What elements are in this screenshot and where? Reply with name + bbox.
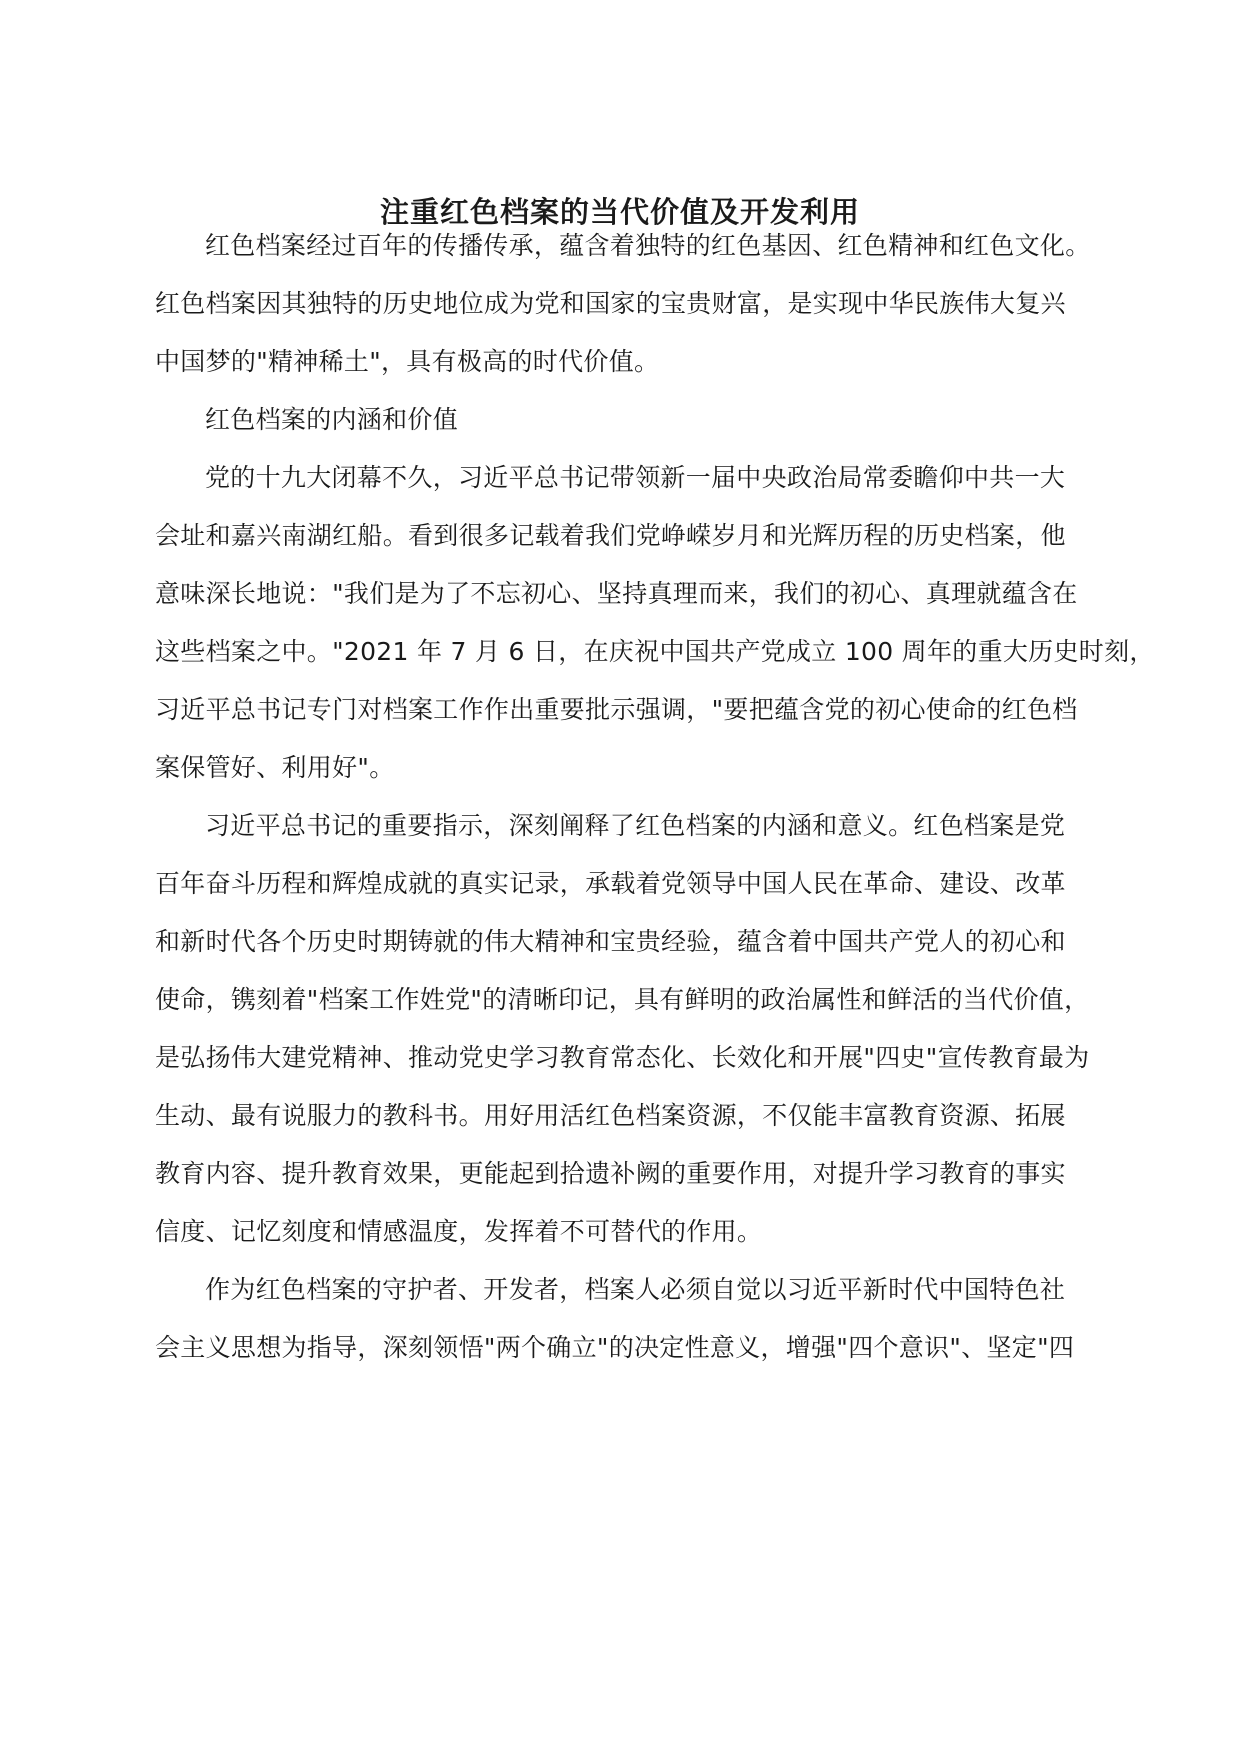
paragraph-2-line-4: 这些档案之中。"2021 年 7 月 6 日，在庆祝中国共产党成立 100 周年的重大历史时刻， <box>155 637 1155 666</box>
paragraph-3-line-4: 使命，镌刻着"档案工作姓党"的清晰印记，具有鲜明的政治属性和鲜活的当代价值， <box>155 985 1090 1014</box>
paragraph-3-line-6: 生动、最有说服力的教科书。用好用活红色档案资源，不仅能丰富教育资源、拓展 <box>155 1101 1066 1130</box>
paragraph-3-line-2: 百年奋斗历程和辉煌成就的真实记录，承载着党领导中国人民在革命、建设、改革 <box>155 869 1066 898</box>
paragraph-3-line-3: 和新时代各个历史时期铸就的伟大精神和宝贵经验，蕴含着中国共产党人的初心和 <box>155 927 1066 956</box>
paragraph-2-line-1: 党的十九大闭幕不久，习近平总书记带领新一届中央政治局常委瞻仰中共一大 <box>205 463 1066 492</box>
paragraph-3-line-7: 教育内容、提升教育效果，更能起到拾遗补阙的重要作用，对提升学习教育的事实 <box>155 1159 1066 1188</box>
paragraph-1-line-1: 红色档案经过百年的传播传承，蕴含着独特的红色基因、红色精神和红色文化。 <box>205 231 1091 260</box>
paragraph-4-line-1: 作为红色档案的守护者、开发者，档案人必须自觉以习近平新时代中国特色社 <box>205 1275 1066 1304</box>
paragraph-1-line-2: 红色档案因其独特的历史地位成为党和国家的宝贵财富，是实现中华民族伟大复兴 <box>155 289 1066 318</box>
paragraph-2-line-5: 习近平总书记专门对档案工作作出重要批示强调，"要把蕴含党的初心使命的红色档 <box>155 695 1078 724</box>
section-heading: 红色档案的内涵和价值 <box>205 405 459 434</box>
paragraph-2-line-3: 意味深长地说："我们是为了不忘初心、坚持真理而来，我们的初心、真理就蕴含在 <box>155 579 1078 608</box>
paragraph-4-line-2: 会主义思想为指导，深刻领悟"两个确立"的决定性意义，增强"四个意识"、坚定"四 <box>155 1333 1075 1362</box>
document-title: 注重红色档案的当代价值及开发利用 <box>379 195 860 229</box>
paragraph-3-line-1: 习近平总书记的重要指示，深刻阐释了红色档案的内涵和意义。红色档案是党 <box>205 811 1066 840</box>
paragraph-1-line-3: 中国梦的"精神稀土"，具有极高的时代价值。 <box>155 347 660 376</box>
paragraph-2-line-6: 案保管好、利用好"。 <box>155 753 395 782</box>
paragraph-3-line-8: 信度、记忆刻度和情感温度，发挥着不可替代的作用。 <box>155 1217 763 1246</box>
paragraph-2-line-2: 会址和嘉兴南湖红船。看到很多记载着我们党峥嵘岁月和光辉历程的历史档案，他 <box>155 521 1066 550</box>
paragraph-3-line-5: 是弘扬伟大建党精神、推动党史学习教育常态化、长效化和开展"四史"宣传教育最为 <box>155 1043 1090 1072</box>
